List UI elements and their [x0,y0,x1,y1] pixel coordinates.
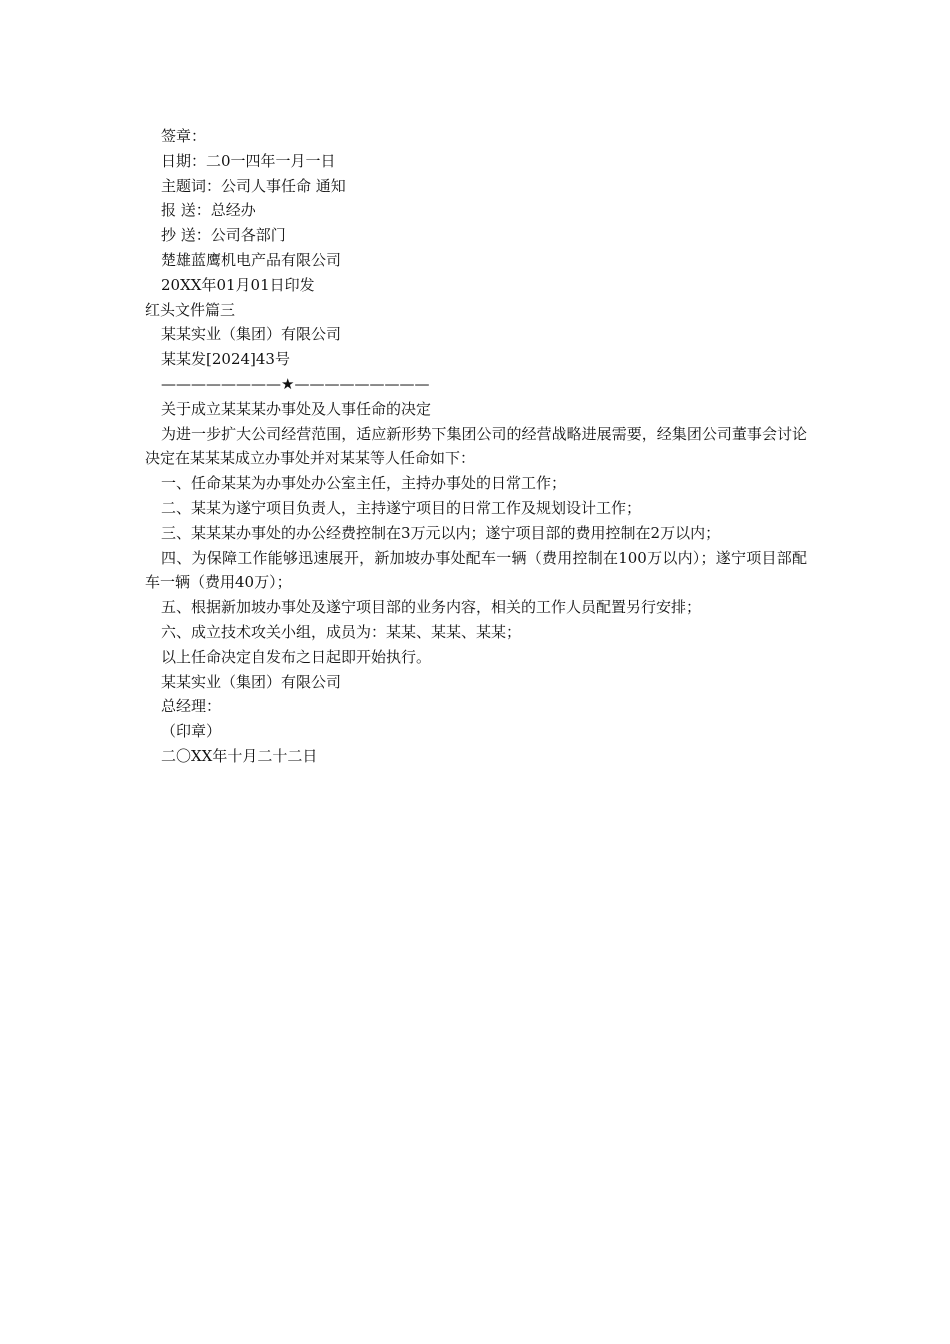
section-heading: 红头文件篇三 [145,300,236,319]
signature-label: 签章： [161,127,207,145]
item-6: 六、成立技术攻关小组，成员为：某某、某某、某某； [161,622,522,641]
item-3: 三、某某某办事处的办公经费控制在3万元以内；遂宁项目部的费用控制在2万以内； [161,523,721,542]
item-5: 五、根据新加坡办事处及遂宁项目部的业务内容，相关的工作人员配置另行安排； [161,598,702,617]
item-4: 四、为保障工作能够迅速展开，新加坡办事处配车一辆（费用控制在100万以内）；遂宁项目部配车一辆（费用40万）； [145,548,807,592]
intro-paragraph: 为进一步扩大公司经营范围，适应新形势下集团公司的经营战略进展需要，经集团公司董事会讨论决定在某某某成立办事处并对某某等人任命如下： [145,424,807,468]
document-title: 关于成立某某某办事处及人事任命的决定 [161,399,432,418]
star-divider: ————————★————————— [161,374,430,393]
item-1: 一、任命某某为办事处办公室主任，主持办事处的日常工作； [161,474,567,493]
copy-to: 抄 送：公司各部门 [161,226,286,245]
document-number: 某某发[2024]43号 [161,350,290,369]
report-to: 报 送：总经办 [161,201,256,220]
document-body [145,124,807,769]
issuing-company: 楚雄蓝鹰机电产品有限公司 [161,250,342,269]
signing-date: 二〇XX年十月二十二日 [161,746,318,765]
item-2: 二、某某为遂宁项目负责人，主持遂宁项目的日常工作及规划设计工作； [161,498,642,517]
subject-keywords: 主题词：公司人事任命 通知 [161,176,346,195]
signing-company: 某某实业（集团）有限公司 [161,672,342,691]
date-line: 日期：二0一四年一月一日 [161,151,336,170]
seal-label: （印章） [161,722,222,741]
general-manager-label: 总经理： [161,697,222,716]
effective-statement: 以上任命决定自发布之日起即开始执行。 [161,647,432,666]
company-name: 某某实业（集团）有限公司 [161,325,342,344]
print-date: 20XX年01月01日印发 [161,275,315,294]
